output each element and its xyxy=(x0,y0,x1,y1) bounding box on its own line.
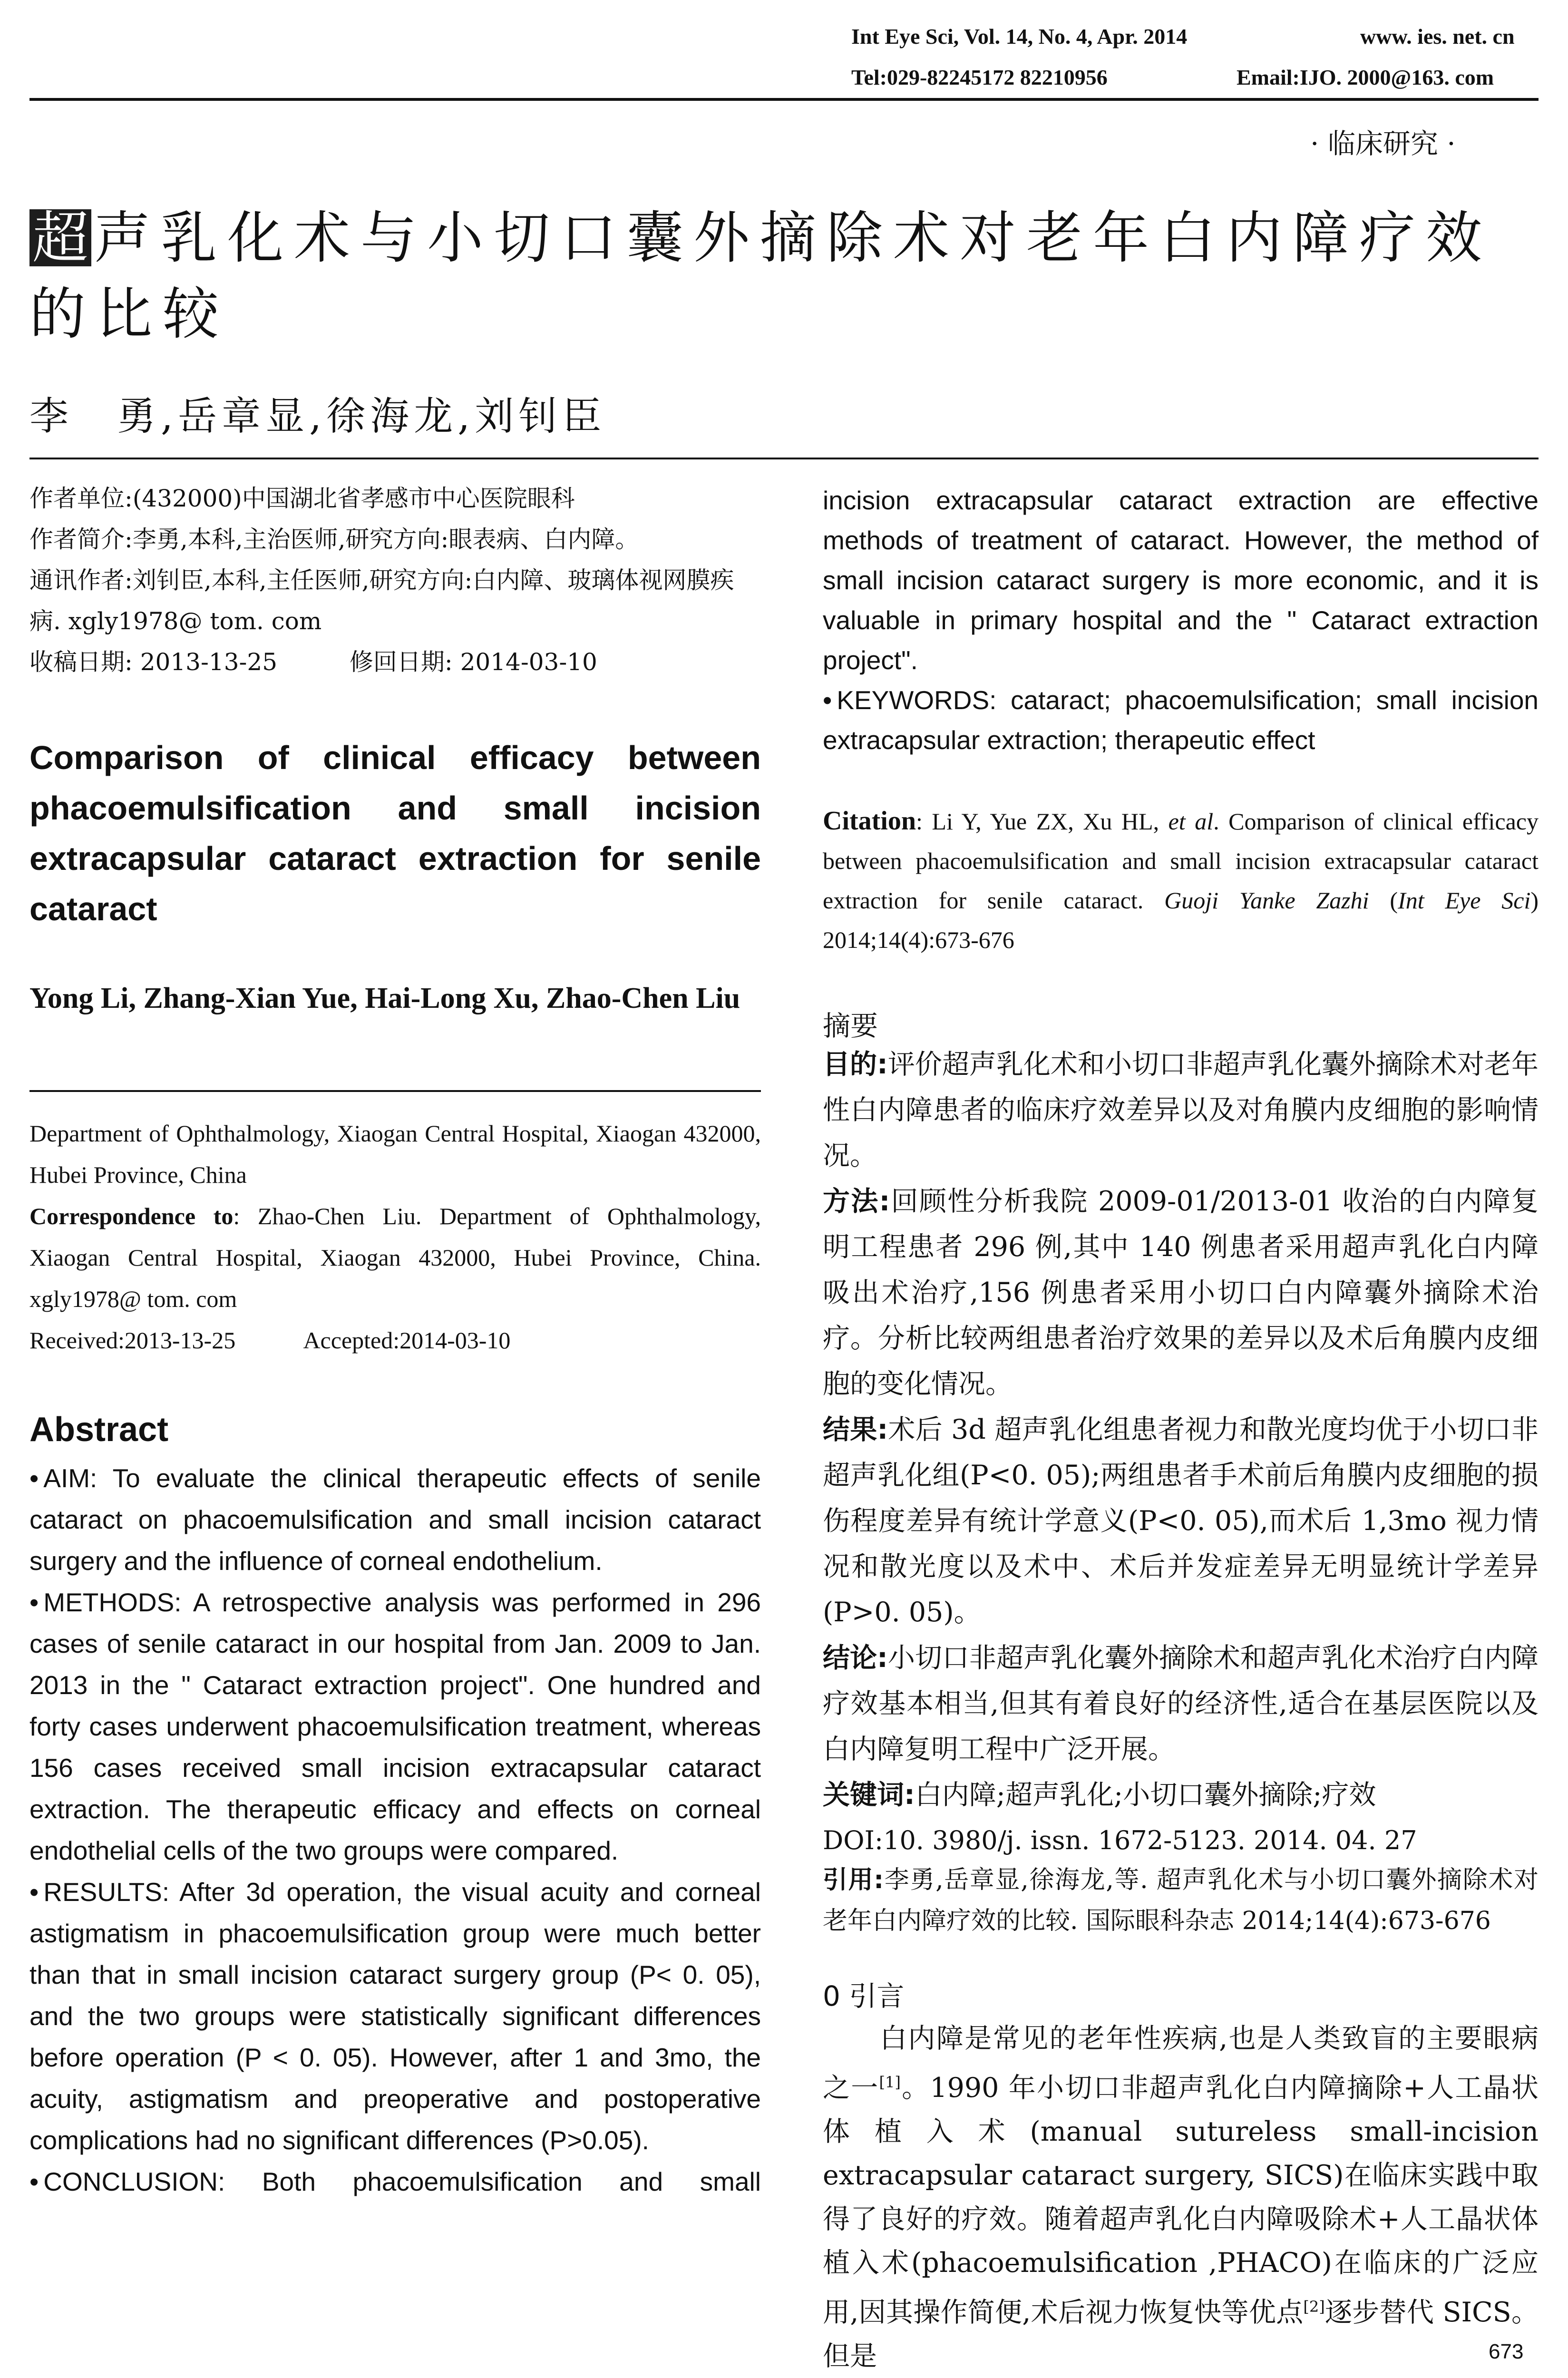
authors-rule xyxy=(29,458,1539,459)
correspondence-text: : Zhao-Chen Liu. Department of Ophthalmology, Xiaogan Central Hospital, Xiaogan 432000, Hubei Province, China. xgly1978@ tom. com xyxy=(29,1203,761,1312)
received-date-cn: 收稿日期: 2013-13-25 xyxy=(29,648,278,676)
citation-cn-label: 引用: xyxy=(823,1866,884,1894)
section-tag: · 临床研究 · xyxy=(1310,127,1456,160)
abstract-conclusion-end: incision extracapsular cataract extraction are effective methods of treatment of cataract. However, the method of small incision cataract surgery is more economic, and it is valuable in primary hospital and the " Cataract extraction project". xyxy=(823,486,1539,675)
abstract-heading: Abstract xyxy=(29,1411,169,1449)
abstract-results: • RESULTS: After 3d operation, the visual acuity and corneal astigmatism in phacoemulsification group were much better than that in small incision cataract surgery group (P< 0. 05), and the two groups were statistically significant differences before operation (P < 0. 05). However, after 1 and 3mo, the acuity, astigmatism and preoperative and postoperative complications had no significant differences (P>0.05). xyxy=(29,1877,761,2155)
citation-label: Citation xyxy=(823,806,916,836)
affiliation-block-cn xyxy=(29,478,761,682)
revised-date-cn: 修回日期: 2014-03-10 xyxy=(349,648,597,676)
abstract-cn-methods: 方法:回顾性分析我院 2009-01/2013-01 收治的白内障复明工程患者 296 例,其中 140 例患者采用超声乳化白内障吸出术治疗,156 例患者采用小切口白内障囊外摘除术治疗。分析比较两组患者治疗效果的差异以及术后角膜内皮细胞的变化情况。 xyxy=(823,1186,1539,1400)
correspondence-label: Correspondence to xyxy=(29,1203,234,1229)
correspondence-en xyxy=(29,1196,761,1320)
citation-en: Citation: Li Y, Yue ZX, Xu HL, et al. Comparison of clinical efficacy between phacoemulsification and small incision extracapsular cataract extraction for senile cataract. Guoji Yanke Zazhi (Int Eye Sci) 2014;14(4):673-676 xyxy=(823,806,1539,953)
article-title-en: Comparison of clinical efficacy between phacoemulsification and small incision extracapsular cataract extraction for senile cataract xyxy=(29,739,761,927)
author-intro: 作者简介:李勇,本科,主治医师,研究方向:眼表病、白内障。 xyxy=(29,526,639,553)
citation-cn: 引用:李勇,岳章显,徐海龙,等. 超声乳化术与小切口囊外摘除术对老年白内障疗效的比较. 国际眼科杂志 2014;14(4):673-676 xyxy=(823,1866,1539,1935)
received-date-en: Received:2013-13-25 xyxy=(29,1327,236,1354)
authors-en-rule xyxy=(29,1090,761,1092)
doi: DOI:10. 3980/j. issn. 1672-5123. 2014. 04. 27 xyxy=(823,1825,1417,1855)
corresponding-author: 通讯作者:刘钊臣,本科,主任医师,研究方向:白内障、玻璃体视网膜疾病. xgly1978@ tom. com xyxy=(29,566,734,635)
abstract-methods: • METHODS: A retrospective analysis was performed in 296 cases of senile cataract in our hospital from Jan. 2009 to Jan. 2013 in the " Cataract extraction project". One hundred and forty cases underwent phacoemulsification treatment, whereas 156 cases received small incision extracapsular cataract extraction. The therapeutic efficacy and effects on corneal endothelial cells of the two groups were compared. xyxy=(29,1588,761,1865)
journal-website: www. ies. net. cn xyxy=(1360,24,1515,49)
journal-line: Int Eye Sci, Vol. 14, No. 4, Apr. 2014 xyxy=(851,24,1188,49)
ref-2[interactable]: [2] xyxy=(1303,2298,1325,2316)
author-unit: 作者单位:(432000)中国湖北省孝感市中心医院眼科 xyxy=(29,485,575,512)
section-heading-intro: 0 引言 xyxy=(823,1980,905,2012)
intro-text: 白内障是常见的老年性疾病,也是人类致盲的主要眼病之一[1]。1990 年小切口非超声乳化白内障摘除+人工晶状体植入术(manual sutureless small-incision extracapsular cataract surgery, SICS)在临床实践中取得了良好的疗效。随着超声乳化白内障吸除术+人工晶状体植入术(phacoemulsification ,PHACO)在临床的广泛应用,因其操作简便,术后视力恢复快等优点[2]逐步替代 SICS。但是 xyxy=(823,2023,1539,2372)
title-text: 声乳化术与小切口囊外摘除术对老年白内障疗效的比较 xyxy=(29,205,1493,347)
abstract-aim: • AIM: To evaluate the clinical therapeutic effects of senile cataract on phacoemulsification and small incision cataract surgery and the influence of corneal endothelium. xyxy=(29,1463,761,1576)
journal-email: Email:IJO. 2000@163. com xyxy=(1237,65,1494,89)
abstract-cn-keywords: 关键词:白内障;超声乳化;小切口囊外摘除;疗效 xyxy=(823,1779,1376,1811)
dates-cn xyxy=(29,642,761,682)
abstract-cn-aim: 目的:评价超声乳化术和小切口非超声乳化囊外摘除术对老年性白内障患者的临床疗效差异以及对角膜内皮细胞的影响情况。 xyxy=(823,1049,1539,1171)
abstract-en-right xyxy=(823,480,1539,760)
abstract-en-left xyxy=(29,1458,761,2203)
journal-tel: Tel:029-82245172 82210956 xyxy=(851,65,1108,89)
abstract-cn-conclusion: 结论:小切口非超声乳化囊外摘除术和超声乳化术治疗白内障疗效基本相当,但其有着良好的经济性,适合在基层医院以及白内障复明工程中广泛开展。 xyxy=(823,1642,1539,1765)
dates-en xyxy=(29,1320,761,1361)
authors-en: Yong Li, Zhang-Xian Yue, Hai-Long Xu, Zhao-Chen Liu xyxy=(29,982,740,1014)
article-title-cn xyxy=(29,200,1542,352)
abstract-cn-results: 结果:术后 3d 超声乳化组患者视力和散光度均优于小切口非超声乳化组(P<0. 05);两组患者手术前后角膜内皮细胞的损伤程度差异有统计学意义(P<0. 05),而术后 1,3mo 视力情况和散光度以及术中、术后并发症差异无明显统计学差异(P>0. 05)。 xyxy=(823,1414,1539,1628)
affiliation-block-en xyxy=(29,1113,761,1361)
page-number: 673 xyxy=(1489,2340,1524,2363)
intro-paragraph xyxy=(823,2017,1539,2378)
abstract-cn xyxy=(823,1042,1539,1863)
department-en: Department of Ophthalmology, Xiaogan Central Hospital, Xiaogan 432000, Hubei Province, China xyxy=(29,1120,761,1188)
ref-1[interactable]: [1] xyxy=(879,2073,901,2091)
accepted-date-en: Accepted:2014-03-10 xyxy=(303,1327,511,1354)
abstract-keywords: • KEYWORDS: cataract; phacoemulsification; small incision extracapsular extraction; therapeutic effect xyxy=(823,685,1539,755)
header-rule xyxy=(29,98,1539,101)
authors-cn: 李 勇,岳章显,徐海龙,刘钊臣 xyxy=(29,394,606,439)
abstract-cn-heading: 摘要 xyxy=(823,1010,878,1042)
title-highlight-char: 超 xyxy=(29,209,91,266)
abstract-conclusion-start: • CONCLUSION: Both phacoemulsification and small xyxy=(29,2167,761,2196)
